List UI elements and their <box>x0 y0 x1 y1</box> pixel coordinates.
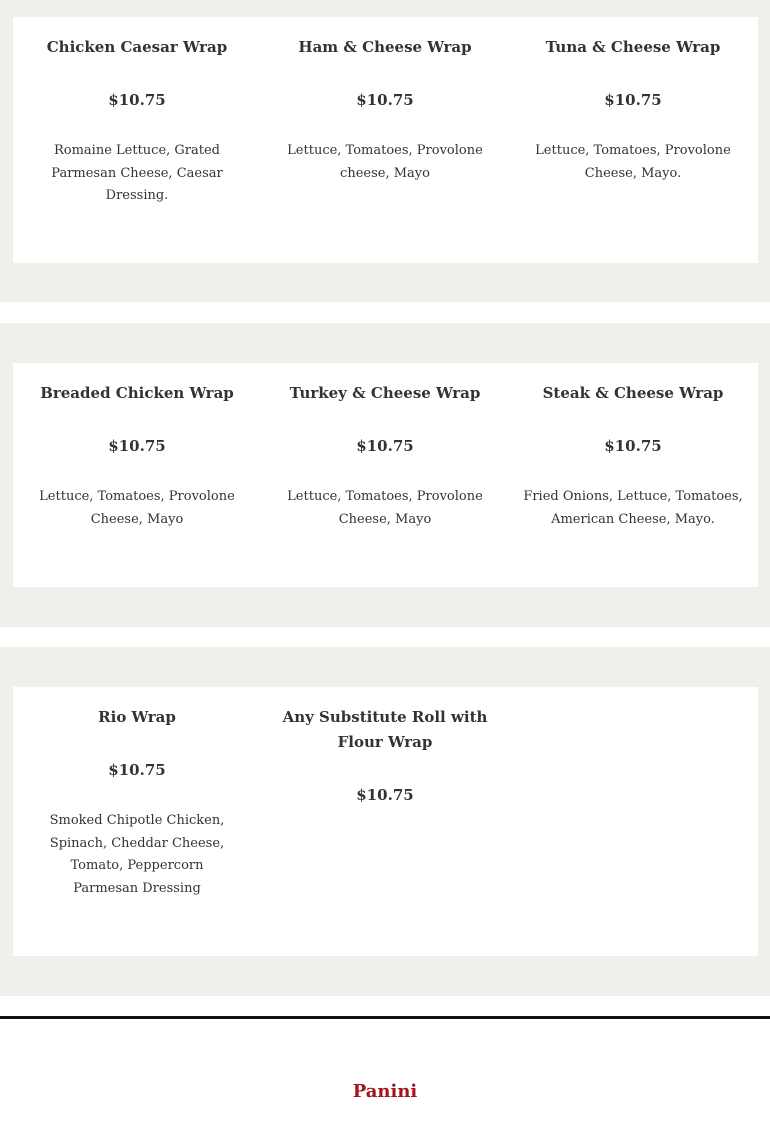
menu-item-turkey-cheese-wrap <box>275 381 495 531</box>
item-name: Any Substitute Roll with Flour Wrap <box>282 708 488 751</box>
item-description: Lettuce, Tomatoes, Provolone Cheese, Mayo <box>287 489 483 527</box>
item-name: Turkey & Cheese Wrap <box>289 384 481 402</box>
item-price: $10.75 <box>356 786 414 804</box>
item-name: Ham & Cheese Wrap <box>298 38 472 56</box>
item-name: Rio Wrap <box>98 708 176 726</box>
item-description: Lettuce, Tomatoes, Provolone cheese, Mayo <box>287 143 483 181</box>
item-price: $10.75 <box>604 437 662 455</box>
item-description: Romaine Lettuce, Grated Parmesan Cheese, Caesar Dressing. <box>51 143 223 203</box>
item-description: Lettuce, Tomatoes, Provolone Cheese, Mayo. <box>535 143 731 181</box>
item-name: Breaded Chicken Wrap <box>40 384 234 402</box>
menu-card <box>13 363 758 587</box>
item-price: $10.75 <box>356 91 414 109</box>
item-description: Fried Onions, Lettuce, Tomatoes, American Cheese, Mayo. <box>523 489 743 527</box>
menu-card <box>13 687 758 956</box>
menu-item-chicken-caesar-wrap <box>27 35 247 208</box>
item-price: $10.75 <box>108 91 166 109</box>
item-description: Lettuce, Tomatoes, Provolone Cheese, Mayo <box>39 489 235 527</box>
menu-card <box>13 17 758 263</box>
menu-row-1 <box>0 0 770 302</box>
section-divider <box>0 1016 770 1019</box>
item-name: Tuna & Cheese Wrap <box>545 38 721 56</box>
menu-item-rio-wrap <box>27 705 247 900</box>
menu-item-ham-cheese-wrap <box>275 35 495 185</box>
menu-item-substitute-roll-flour-wrap <box>275 705 495 805</box>
item-description: Smoked Chipotle Chicken, Spinach, Cheddar Cheese, Tomato, Peppercorn Parmesan Dressing <box>49 813 225 896</box>
item-price: $10.75 <box>356 437 414 455</box>
menu-item-steak-cheese-wrap <box>523 381 743 531</box>
item-name: Steak & Cheese Wrap <box>542 384 724 402</box>
item-price: $10.75 <box>604 91 662 109</box>
menu-row-2 <box>0 323 770 627</box>
item-price: $10.75 <box>108 761 166 779</box>
menu-item-breaded-chicken-wrap <box>27 381 247 531</box>
item-price: $10.75 <box>108 437 166 455</box>
section-heading-panini[interactable]: Panini <box>352 1081 418 1102</box>
item-name: Chicken Caesar Wrap <box>46 38 228 56</box>
menu-row-3 <box>0 647 770 996</box>
menu-item-tuna-cheese-wrap <box>523 35 743 185</box>
